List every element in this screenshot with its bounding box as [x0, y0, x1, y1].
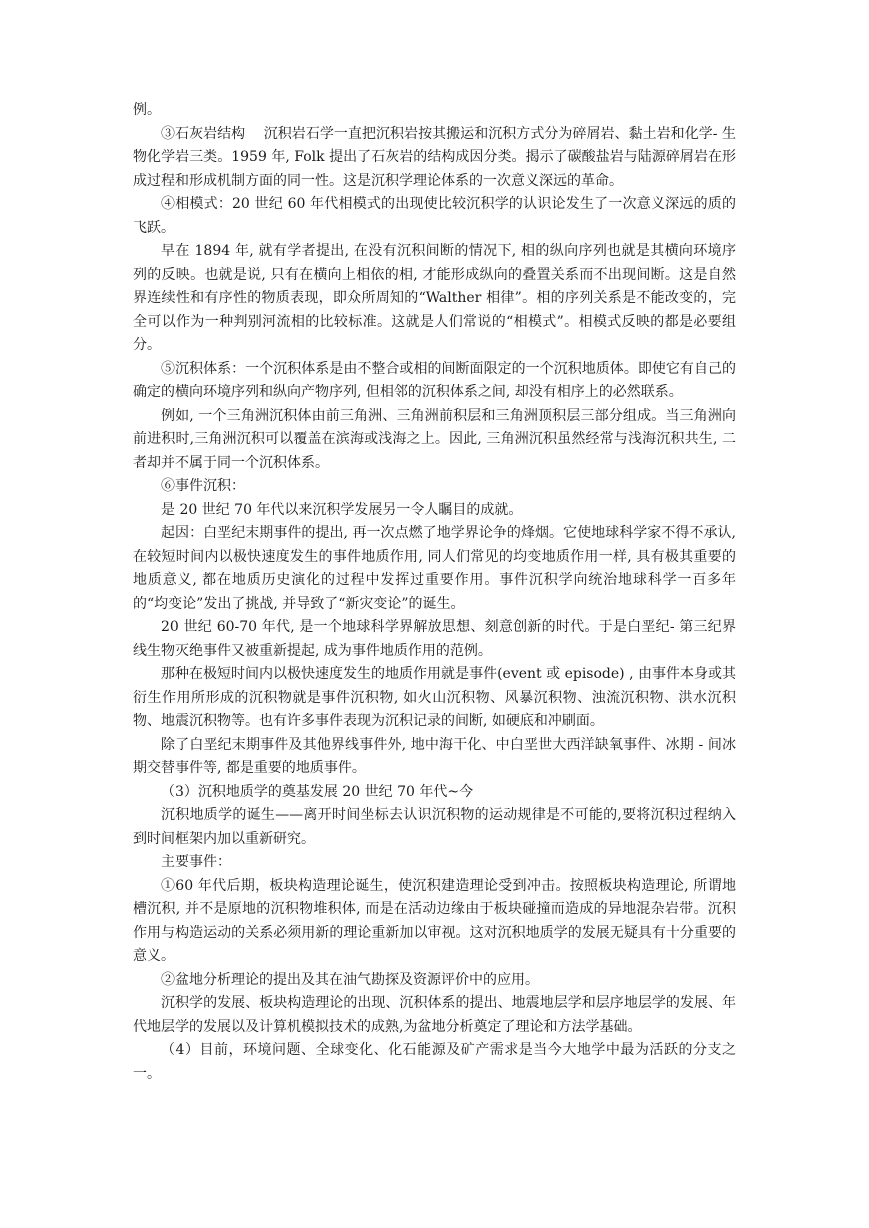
section-heading: （4）目前，环境问题、全球变化、化石能源及矿产需求是当今大地学中最为活跃的分支之一。 [133, 1042, 736, 1082]
paragraph-limestone-structure: ③石灰岩结构 沉积岩石学一直把沉积岩按其搬运和沉积方式分为碎屑岩、黏土岩和化学- 生物化学岩三类。1959 年, Folk 提出了石灰岩的结构成因分类。揭示了碳酸盐岩与陆源碎屑岩在形成过程和形成机制方面的同一性。这是沉积学理论体系的一次意义深远的革命。 [133, 125, 736, 189]
paragraph-depositional-system: ⑤沉积体系：一个沉积体系是由不整合或相的间断面限定的一个沉积地质体。即使它有自己的确定的横向环境序列和纵向产物序列, 但相邻的沉积体系之间, 却没有相序上的必然联系。 [133, 360, 736, 400]
paragraph-basin-analysis: ②盆地分析理论的提出及其在油气勘探及资源评价中的应用。 [161, 971, 539, 988]
paragraph-facies-model: ④相模式：20 世纪 60 年代相模式的出现使比较沉积学的认识论发生了一次意义深远的质的飞跃。 [133, 196, 736, 236]
paragraph-plate-tectonics: ①60 年代后期，板块构造理论诞生，使沉积建造理论受到冲击。按照板块构造理论, 所谓地槽沉积, 并不是原地的沉积物堆积体, 而是在活动边缘由于板块碰撞而造成的异地混杂岩带。沉积作用与构造运动的关系必须用新的理论重新加以审视。这对沉积地质学的发展无疑具有十分重要的意义。 [133, 877, 736, 964]
paragraph-cause: 起因：白垩纪末期事件的提出, 再一次点燃了地学界论争的烽烟。它使地球科学家不得不承认, 在较短时间内以极快速度发生的事件地质作用, 同人们常见的均变地质作用一样, 具有极其重要的地质意义, 都在地质历史演化的过程中发挥过重要作用。事件沉积学向统治地球科学一百多年的“均变论”发出了挑战, 并导致了“新灾变论”的诞生。 [133, 525, 736, 612]
paragraph: 沉积地质学的诞生——离开时间坐标去认识沉积物的运动规律是不可能的,要将沉积过程纳入到时间框架内加以重新研究。 [133, 807, 736, 847]
paragraph: 20 世纪 60-70 年代, 是一个地球科学界解放思想、刻意创新的时代。于是白垩纪- 第三纪界线生物灭绝事件又被重新提起, 成为事件地质作用的范例。 [133, 619, 736, 659]
paragraph: 除了白垩纪末期事件及其他界线事件外, 地中海干化、中白垩世大西洋缺氧事件、冰期 - 间冰期交替事件等, 都是重要的地质事件。 [133, 736, 736, 776]
paragraph: 是 20 世纪 70 年代以来沉积学发展另一令人瞩目的成就。 [161, 501, 523, 518]
paragraph-main-events-heading: 主要事件： [161, 854, 231, 870]
paragraph-event-definition: 那种在极短时间内以极快速度发生的地质作用就是事件(event 或 episode) , 由事件本身或其衍生作用所形成的沉积物就是事件沉积物, 如火山沉积物、风暴沉积物、浊流沉积物、洪水沉积物、地震沉积物等。也有许多事件表现为沉积记录的间断, 如硬底和冲刷面。 [133, 666, 736, 729]
paragraph-event-deposition-heading: ⑥事件沉积： [161, 478, 245, 494]
paragraph: 例。 [133, 102, 161, 118]
paragraph: 沉积学的发展、板块构造理论的出现、沉积体系的提出、地震地层学和层序地层学的发展、年代地层学的发展以及计算机模拟技术的成熟,为盆地分析奠定了理论和方法学基础。 [133, 995, 736, 1035]
section-heading: （3）沉积地质学的奠基发展 20 世纪 70 年代~今 [161, 783, 474, 800]
paragraph-walther-law: 早在 1894 年, 就有学者提出, 在没有沉积间断的情况下, 相的纵向序列也就是其横向环境序列的反映。也就是说, 只有在横向上相依的相, 才能形成纵向的叠置关系而不出现间断。这是自然界连续性和有序性的物质表现，即众所周知的“Walther 相律”。相的序列关系是不能改变的，完全可以作为一种判别河流相的比较标准。这就是人们常说的“相模式”。相模式反映的都是必要组分。 [133, 243, 736, 353]
paragraph-delta-example: 例如, 一个三角洲沉积体由前三角洲、三角洲前积层和三角洲顶积层三部分组成。当三角洲向前进积时,三角洲沉积可以覆盖在滨海或浅海之上。因此, 三角洲沉积虽然经常与浅海沉积共生, 二者却并不属于同一个沉积体系。 [133, 407, 736, 471]
document-body [133, 99, 736, 1086]
